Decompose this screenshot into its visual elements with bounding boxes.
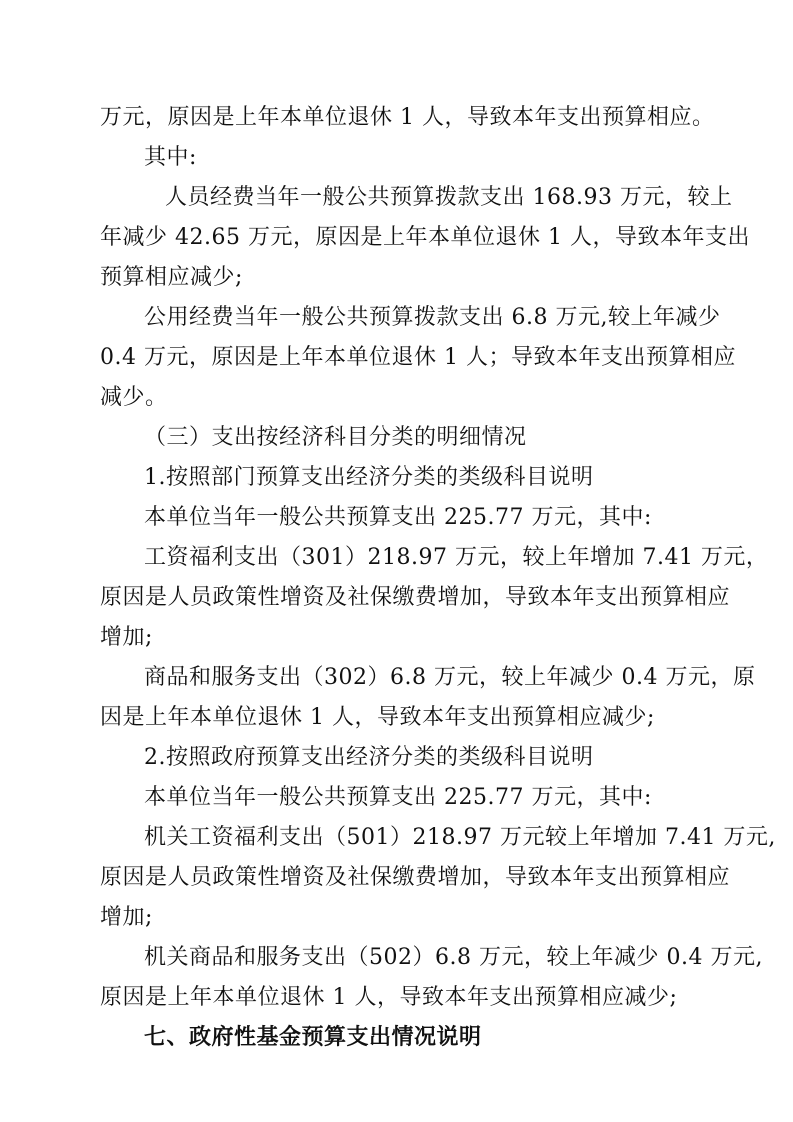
text-line: 其中: [144,145,197,170]
text-line: 公用经费当年一般公共预算拨款支出 6.8 万元,较上年减少 [144,305,721,330]
text-line: 增加; [100,905,153,930]
text-line: 减少。 [100,385,168,410]
text-line: 机关工资福利支出（501）218.97 万元较上年增加 7.41 万元, [144,825,776,850]
text-line: 原因是上年本单位退休 1 人，导致本年支出预算相应减少; [100,985,678,1010]
section-heading: 七、政府性基金预算支出情况说明 [144,1025,482,1050]
text-line: 人员经费当年一般公共预算拨款支出 168.93 万元，较上 [165,185,733,210]
text-line: 原因是人员政策性增资及社保缴费增加，导致本年支出预算相应 [100,585,731,610]
text-line: 本单位当年一般公共预算支出 225.77 万元，其中: [144,505,652,530]
text-line: 0.4 万元，原因是上年本单位退休 1 人；导致本年支出预算相应 [100,345,736,370]
text-line: 万元，原因是上年本单位退休 1 人，导致本年支出预算相应。 [100,105,715,130]
text-line: 预算相应减少; [100,265,243,290]
text-line: 工资福利支出（301）218.97 万元，较上年增加 7.41 万元， [144,545,769,570]
section-subheading: （三）支出按经济科目分类的明细情况 [144,425,527,450]
text-line: 原因是人员政策性增资及社保缴费增加，导致本年支出预算相应 [100,865,731,890]
text-line: 商品和服务支出（302）6.8 万元，较上年减少 0.4 万元，原 [144,665,756,690]
text-line: 1.按照部门预算支出经济分类的类级科目说明 [144,465,594,490]
text-line: 2.按照政府预算支出经济分类的类级科目说明 [144,745,594,770]
text-line: 增加; [100,625,153,650]
text-line: 本单位当年一般公共预算支出 225.77 万元，其中: [144,785,652,810]
text-line: 机关商品和服务支出（502）6.8 万元，较上年减少 0.4 万元, [144,945,763,970]
text-line: 年减少 42.65 万元，原因是上年本单位退休 1 人，导致本年支出 [100,225,750,250]
text-line: 因是上年本单位退休 1 人，导致本年支出预算相应减少; [100,705,655,730]
